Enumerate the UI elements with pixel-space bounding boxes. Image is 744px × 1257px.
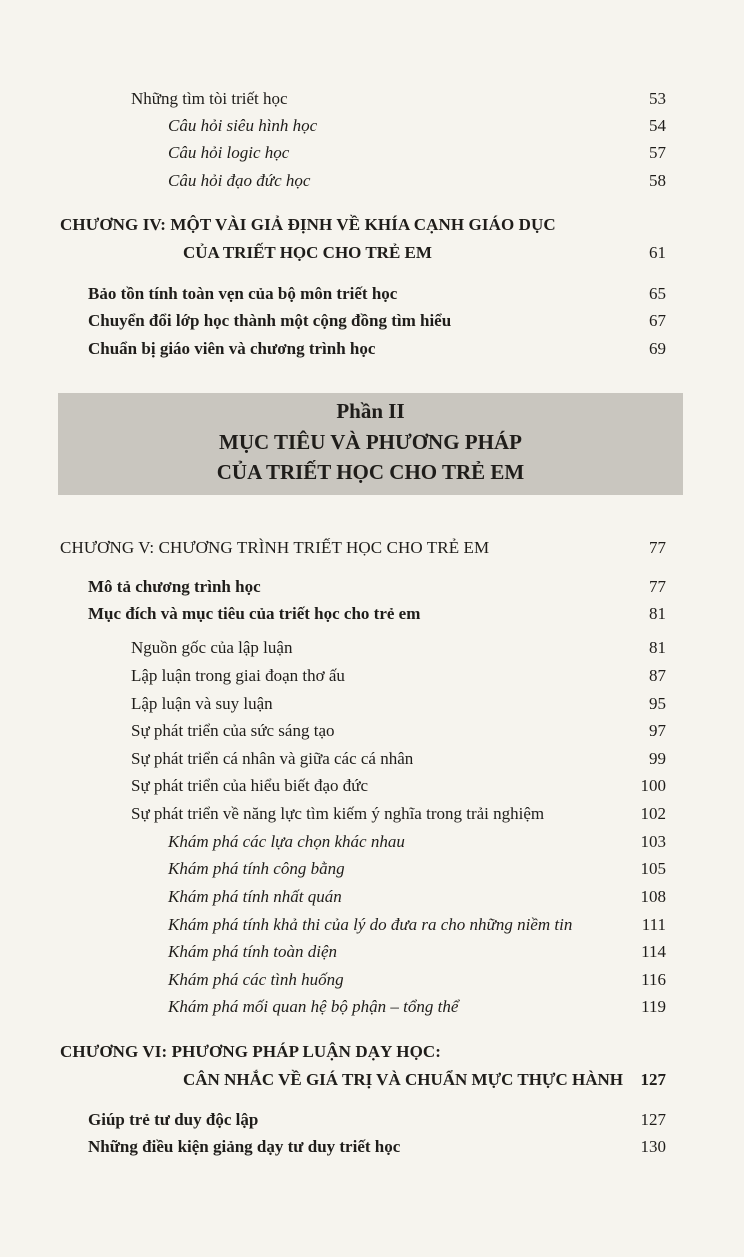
entry-title: Câu hỏi siêu hình học <box>168 116 318 135</box>
entry-title: Khám phá tính toàn diện <box>168 942 338 961</box>
entry-title: Sự phát triển về năng lực tìm kiếm ý nghĩa trong trải nghiệm <box>131 804 545 823</box>
chapter-title-line1: CHƯƠNG IV: MỘT VÀI GIẢ ĐỊNH VỀ KHÍA CẠNH GIÁO DỤC <box>60 215 556 234</box>
toc-entry <box>0 1107 744 1133</box>
chapter-page: 77 <box>649 538 666 557</box>
entry-title: Bảo tồn tính toàn vẹn của bộ môn triết học <box>88 284 398 303</box>
entry-title: Khám phá tính nhất quán <box>168 887 342 906</box>
toc-entry <box>0 691 744 717</box>
entry-title: Mô tả chương trình học <box>88 577 261 596</box>
entry-title: Những tìm tòi triết học <box>131 89 288 108</box>
entry-title: Khám phá các tình huống <box>168 970 344 989</box>
entry-page: 99 <box>649 749 666 768</box>
entry-page: 69 <box>649 339 666 358</box>
toc-entry <box>0 994 744 1020</box>
entry-title: Khám phá các lựa chọn khác nhau <box>168 832 405 851</box>
entry-page: 53 <box>649 89 666 108</box>
part-title-line1: MỤC TIÊU VÀ PHƯƠNG PHÁP <box>219 430 522 454</box>
entry-page: 81 <box>649 638 666 657</box>
toc-entry <box>0 773 744 799</box>
chapter-heading <box>0 1039 744 1065</box>
entry-title: Lập luận trong giai đoạn thơ ấu <box>131 666 345 685</box>
chapter-page: 127 <box>640 1070 666 1089</box>
chapter-heading-cont <box>0 1067 744 1093</box>
entry-page: 81 <box>649 604 666 623</box>
entry-page: 102 <box>640 804 666 823</box>
chapter-page: 61 <box>649 243 666 262</box>
entry-page: 103 <box>640 832 666 851</box>
entry-page: 65 <box>649 284 666 303</box>
entry-title: Chuyển đổi lớp học thành một cộng đồng tìm hiểu <box>88 311 452 330</box>
entry-page: 95 <box>649 694 666 713</box>
toc-entry <box>0 829 744 855</box>
entry-title: Lập luận và suy luận <box>131 694 273 713</box>
entry-title: Khám phá tính công bằng <box>168 859 345 878</box>
chapter-title-line2: CỦA TRIẾT HỌC CHO TRẺ EM <box>183 243 432 262</box>
entry-title: Khám phá mối quan hệ bộ phận – tổng thể <box>168 997 459 1016</box>
entry-page: 57 <box>649 143 666 162</box>
part-heading-box <box>58 393 683 495</box>
entry-page: 77 <box>649 577 666 596</box>
entry-title: Câu hỏi đạo đức học <box>168 171 311 190</box>
chapter-title-line1: CHƯƠNG VI: PHƯƠNG PHÁP LUẬN DẠY HỌC: <box>60 1042 442 1061</box>
toc-entry <box>0 856 744 882</box>
chapter-title: CHƯƠNG V: CHƯƠNG TRÌNH TRIẾT HỌC CHO TRẺ EM <box>60 538 490 557</box>
entry-page: 105 <box>640 859 666 878</box>
entry-title: Khám phá tính khả thi của lý do đưa ra cho những niềm tin <box>168 915 573 934</box>
toc-entry <box>0 663 744 689</box>
chapter-title-line2: CÂN NHẮC VỀ GIÁ TRỊ VÀ CHUẨN MỰC THỰC HÀNH <box>183 1070 623 1089</box>
toc-entry <box>0 601 744 627</box>
toc-entry <box>0 1134 744 1160</box>
entry-page: 97 <box>649 721 666 740</box>
toc-entry <box>0 912 744 938</box>
entry-page: 119 <box>641 997 666 1016</box>
toc-entry <box>0 86 744 112</box>
entry-page: 100 <box>640 776 666 795</box>
entry-page: 54 <box>649 116 666 135</box>
toc-entry <box>0 140 744 166</box>
toc-entry <box>0 281 744 307</box>
chapter-heading-cont <box>0 240 744 266</box>
entry-page: 130 <box>640 1137 666 1156</box>
entry-title: Sự phát triển cá nhân và giữa các cá nhân <box>131 749 414 768</box>
entry-title: Sự phát triển của sức sáng tạo <box>131 721 335 740</box>
toc-entry <box>0 967 744 993</box>
part-title-line2: CỦA TRIẾT HỌC CHO TRẺ EM <box>216 460 525 484</box>
toc-entry <box>0 884 744 910</box>
toc-entry <box>0 574 744 600</box>
entry-title: Giúp trẻ tư duy độc lập <box>88 1110 259 1129</box>
toc-entry <box>0 168 744 194</box>
entry-page: 58 <box>649 171 666 190</box>
entry-page: 114 <box>641 942 666 961</box>
toc-entry <box>0 801 744 827</box>
entry-title: Sự phát triển của hiểu biết đạo đức <box>131 776 368 795</box>
entry-page: 108 <box>640 887 666 906</box>
chapter-heading <box>0 212 744 238</box>
toc-entry <box>0 939 744 965</box>
entry-title: Những điều kiện giảng dạy tư duy triết học <box>88 1137 401 1156</box>
chapter-heading <box>0 535 744 561</box>
entry-title: Chuẩn bị giáo viên và chương trình học <box>88 339 376 358</box>
entry-title: Mục đích và mục tiêu của triết học cho trẻ em <box>88 604 421 623</box>
entry-page: 87 <box>649 666 666 685</box>
entry-title: Câu hỏi logic học <box>168 143 290 162</box>
part-number: Phần II <box>336 399 405 423</box>
toc-entry <box>0 308 744 334</box>
entry-page: 116 <box>641 970 666 989</box>
entry-page: 67 <box>649 311 666 330</box>
toc-entry <box>0 718 744 744</box>
entry-page: 127 <box>640 1110 666 1129</box>
toc-entry <box>0 746 744 772</box>
entry-title: Nguồn gốc của lập luận <box>131 638 293 657</box>
entry-page: 111 <box>641 915 666 934</box>
toc-entry <box>0 113 744 139</box>
toc-entry <box>0 635 744 661</box>
toc-entry <box>0 336 744 362</box>
